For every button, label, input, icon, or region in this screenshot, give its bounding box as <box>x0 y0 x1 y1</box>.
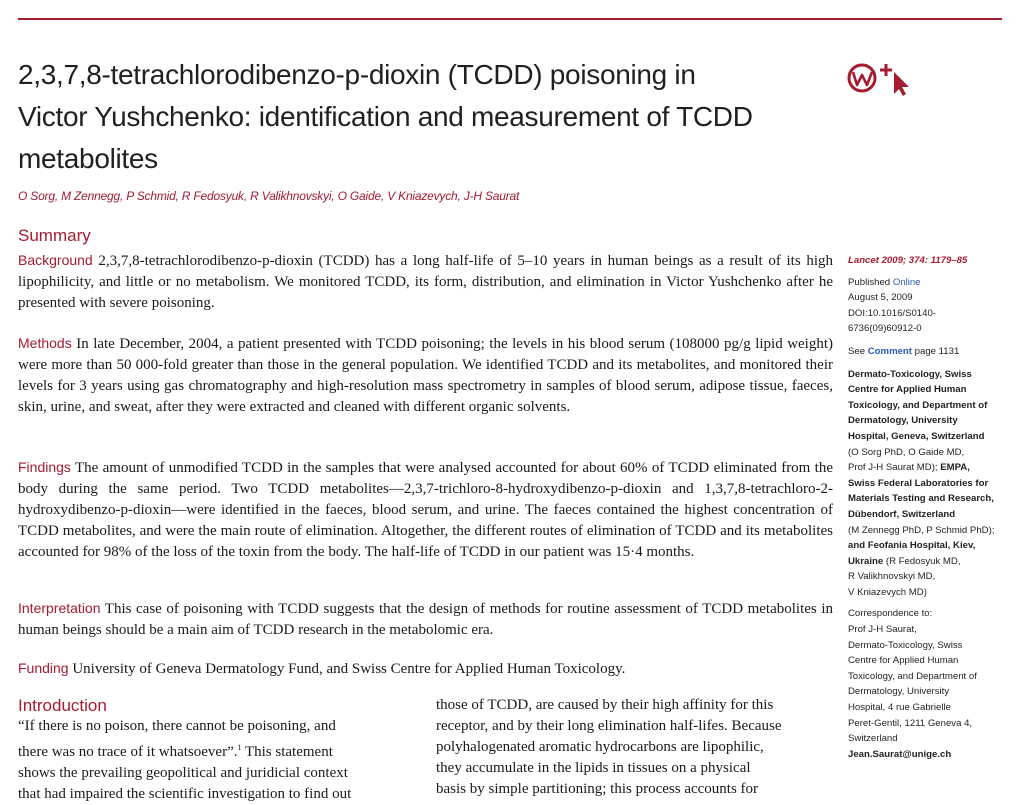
published-line: Published Online <box>848 276 921 288</box>
comment-link[interactable]: Comment <box>867 345 912 357</box>
text-line: polyhalogenated aromatic hydrocarbons are lipophilic, <box>436 739 764 755</box>
section-text: 2,3,7,8-tetrachlorodibenzo-p-dioxin (TCDD) has a long half-life of 5–10 years in human beings as a result of its high lipophilicity, and little or no metabolism. We monitored TCDD, its form, distribution, and elimination in Victor Yushchenko after he presented with severe poisoning. <box>18 253 834 311</box>
section-label: Findings <box>18 459 71 475</box>
text-line: there was no trace of it whatsoever”.$^1$ This statement <box>18 743 333 760</box>
section-label: Funding <box>18 660 69 676</box>
text-line: that had impaired the scientific investigation to find out <box>18 786 352 802</box>
affiliation-line: Hospital, Geneva, Switzerland <box>848 430 985 442</box>
abstract-funding <box>18 658 833 680</box>
article-title <box>18 54 848 180</box>
intro-left-column <box>18 716 416 805</box>
affiliation-line: Centre for Applied Human <box>848 384 967 396</box>
doi-line: 6736(09)60912-0 <box>848 323 922 335</box>
section-label: Interpretation <box>18 600 101 616</box>
correspondence-line: Peret-Gentil, 1211 Geneva 4, <box>848 717 973 729</box>
journal-citation: Lancet 2009; 374: 1179–85 <box>848 255 968 266</box>
correspondence <box>848 606 1018 762</box>
top-rule <box>18 18 1002 20</box>
correspondence-line: Toxicology, and Department of <box>848 670 977 682</box>
section-label: Background <box>18 252 93 268</box>
affiliation-line: Materials Testing and Research, <box>848 493 994 505</box>
affiliation-line: Toxicology, and Department of <box>848 399 988 411</box>
affiliation-line: Ukraine (R Fedosyuk MD, <box>848 555 961 567</box>
online-link[interactable]: Online <box>892 276 921 288</box>
sidebar <box>848 253 1018 762</box>
affiliation-line: (M Zennegg PhD, P Schmid PhD); <box>848 524 995 536</box>
affiliations <box>848 367 1018 601</box>
affiliation-line: Dermato-Toxicology, Swiss <box>848 368 972 380</box>
reference-marker[interactable]: 1 <box>237 743 242 752</box>
summary-heading: Summary <box>18 226 91 245</box>
title-line: metabolites <box>18 143 158 174</box>
publish-date: August 5, 2009 <box>848 292 913 304</box>
title-line: Victor Yushchenko: identification and measurement of TCDD <box>18 101 753 132</box>
section-text: University of Geneva Dermatology Fund, and Swiss Centre for Applied Human Toxicology. <box>72 661 626 677</box>
abstract-interpretation <box>18 598 833 641</box>
abstract-background <box>18 250 833 314</box>
correspondence-line: Correspondence to: <box>848 608 933 620</box>
correspondence-line: Switzerland <box>848 733 898 745</box>
correspondence-line: Dermatology, University <box>848 686 950 698</box>
title-line: 2,3,7,8-tetrachlorodibenzo-p-dioxin (TCDD) poisoning in <box>18 59 696 90</box>
text-line: shows the prevailing geopolitical and juridicial context <box>18 765 348 781</box>
introduction-heading: Introduction <box>18 696 107 715</box>
correspondence-line: Prof J-H Saurat, <box>848 624 917 636</box>
section-text: In late December, 2004, a patient presented with TCDD poisoning; the levels in his blood serum (108000 pg/g lipid weight) were more than 50 000-fold greater than those in the general population. We identified TCDD and its metabolites, and monitored their levels for 3 years using gas chromatography and high-resolution mass spectrometry in samples of blood serum, adipose tissue, faeces, skin, urine, and sweat, after they were extracted and cleaned with different organic solvents. <box>18 336 834 415</box>
correspondence-line: Centre for Applied Human <box>848 655 959 667</box>
affiliation-line: V Kniazevych MD) <box>848 586 927 598</box>
abstract-methods <box>18 333 833 418</box>
text-line: “If there is no poison, there cannot be poisoning, and <box>18 718 336 734</box>
text-line: basis by simple partitioning; this process accounts for <box>436 781 759 797</box>
affiliation-line: R Valikhnovskyi MD, <box>848 571 936 583</box>
text-line: those of TCDD, are caused by their high affinity for this <box>436 697 774 713</box>
web-extra-icon[interactable] <box>846 60 916 96</box>
correspondence-line: Hospital, 4 rue Gabrielle <box>848 702 951 714</box>
see-comment: See Comment page 1131 <box>848 345 960 357</box>
doi-line: DOI:10.1016/S0140- <box>848 307 937 319</box>
text-line: receptor, and by their long elimination half-lifes. Because <box>436 718 782 734</box>
email-link[interactable]: Jean.Saurat@unige.ch <box>848 748 952 760</box>
section-text: This case of poisoning with TCDD suggests that the design of methods for routine assessment of TCDD metabolites in human beings should be a main aim of TCDD research in the metabolomic era. <box>18 601 833 638</box>
affiliation-line: Prof J-H Saurat MD); EMPA, <box>848 462 970 474</box>
intro-right-column <box>436 695 834 800</box>
author-list: O Sorg, M Zennegg, P Schmid, R Fedosyuk, R Valikhnovskyi, O Gaide, V Kniazevych, J-H Saurat <box>18 189 520 203</box>
affiliation-line: Dermatology, University <box>848 415 958 427</box>
text-line: they accumulate in the lipids in tissues on a physical <box>436 760 751 776</box>
section-label: Methods <box>18 335 72 351</box>
affiliation-line: (O Sorg PhD, O Gaide MD, <box>848 446 965 458</box>
affiliation-line: and Feofania Hospital, Kiev, <box>848 540 976 552</box>
section-text: The amount of unmodified TCDD in the samples that were analysed accounted for about 60% of TCDD eliminated from the body during the same period. Two TCDD metabolites—2,3,7-trichloro-8-hydroxydibenzo-p-dioxin and 1,3,7,8-tetrachloro-2-hydroxydibenzo-p-dioxin—were identified in the faeces, blood serum, and urine. The faeces contained the highest concentration of TCDD metabolites, and were the main route of elimination. Altogether, the different routes of elimination of TCDD and its metabolites accounted for 98% of the loss of the toxin from the body. The half-life of TCDD in our patient was 15·4 months. <box>18 460 834 560</box>
affiliation-line: Swiss Federal Laboratories for <box>848 477 989 489</box>
correspondence-line: Dermato-Toxicology, Swiss <box>848 639 963 651</box>
affiliation-line: Dübendorf, Switzerland <box>848 508 956 520</box>
abstract-findings <box>18 457 833 563</box>
